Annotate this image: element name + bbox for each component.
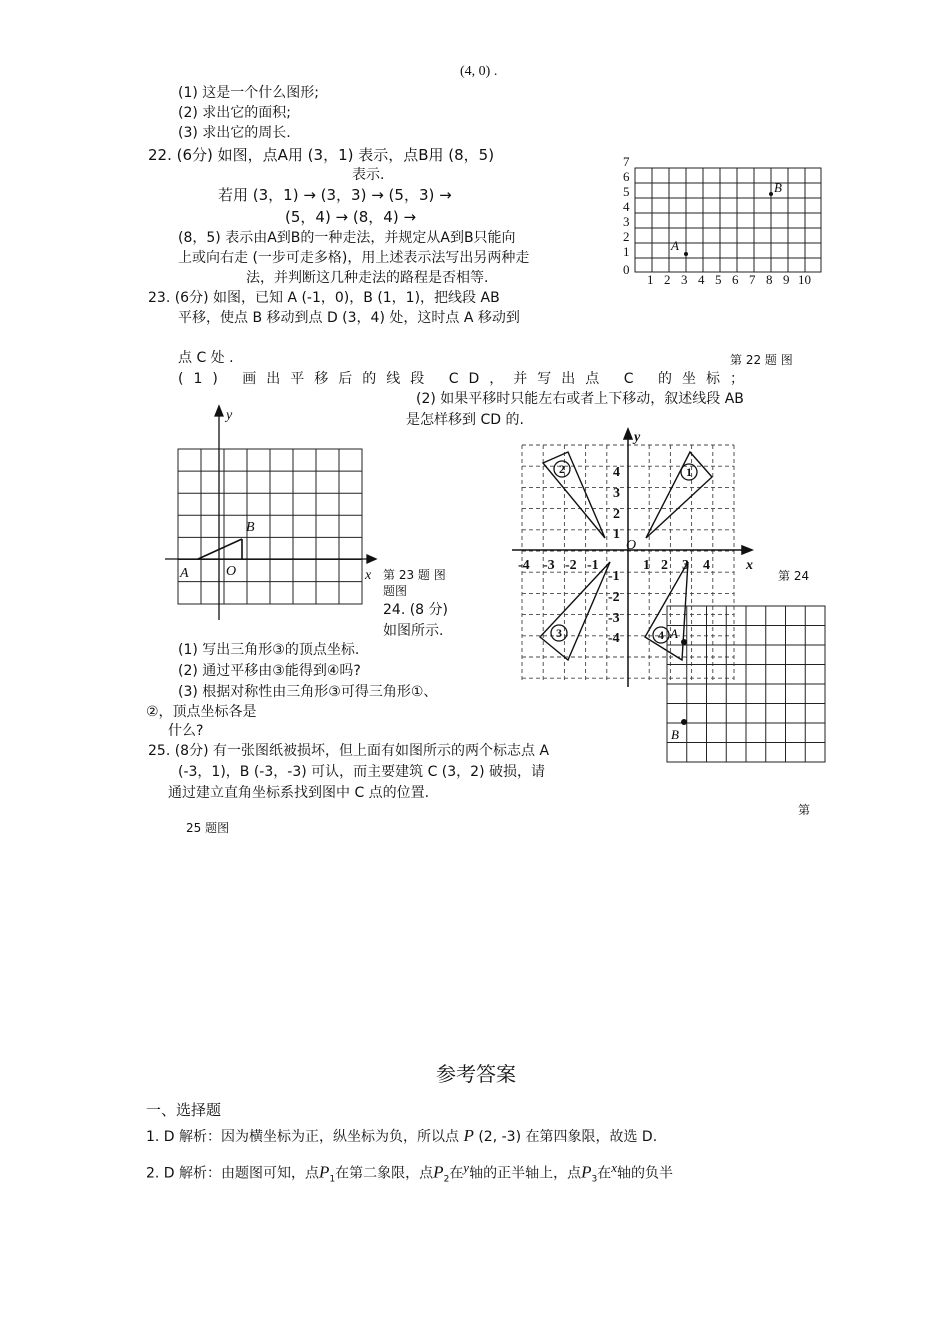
answer-2-p1: P: [319, 1162, 330, 1182]
answer-2-x: x: [611, 1160, 617, 1175]
q24-xtick-3: 3: [682, 558, 689, 573]
q22-label-b: B: [774, 180, 782, 195]
q23-line2: 平移，使点 B 移动到点 D (3，4) 处，这时点 A 移动到: [178, 310, 520, 326]
q22-xtick-1: 1: [647, 272, 654, 287]
answer-2: [146, 1158, 673, 1189]
q24-xtick-n1: -1: [587, 558, 599, 573]
q22-line2: 表示.: [352, 167, 385, 183]
q25-line2: (-3，1)，B (-3，-3) 可认，而主要建筑 C (3，2) 破损，请: [178, 764, 545, 780]
q22-ytick-6: 6: [623, 169, 630, 184]
answer-2-mid3: 轴的正半轴上，点: [469, 1165, 582, 1182]
q24-xtick-n3: -3: [543, 558, 555, 573]
q24-line2: 如图所示.: [383, 623, 444, 639]
q21-sub1: (1) 这是一个什么图形;: [178, 85, 319, 101]
q22-xtick-8: 8: [766, 272, 773, 287]
q22-caption: 第 22 题 图: [730, 353, 793, 367]
q24-ytick-n2: -2: [608, 590, 620, 605]
q23-caption-b: 题图: [383, 584, 408, 598]
q23-figure: [162, 402, 387, 624]
q24-triangle-2: [543, 452, 605, 538]
q24-xtick-n4: -4: [518, 558, 530, 573]
q23-line1: 23. (6分) 如图，已知 A (-1，0)，B (1，1)，把线段 AB: [148, 290, 500, 306]
q24-sub1: (1) 写出三角形③的顶点坐标.: [178, 642, 360, 658]
q21-sub2: (2) 求出它的面积;: [178, 105, 291, 121]
q22-figure: [615, 150, 830, 290]
q24-ytick-n1: -1: [608, 569, 620, 584]
answer-2-end: 轴的负半: [616, 1165, 673, 1182]
answer-2-p2: P: [433, 1162, 444, 1182]
q22-line6: 上或向右走 (一步可走多格)，用上述表示法写出另两种走: [178, 250, 530, 266]
answer-2-s1: 1: [329, 1174, 336, 1185]
q24-sub3c: 什么?: [168, 723, 204, 739]
answer-1-post: (2, -3) 在第四象限，故选 D.: [478, 1129, 658, 1145]
answers-title: 参考答案: [436, 1062, 516, 1086]
answer-2-p3: P: [581, 1162, 592, 1182]
q22-ytick-7: 7: [623, 154, 630, 169]
q24-xtick-4: 4: [703, 558, 710, 573]
q25-point-b: [681, 719, 687, 725]
q24-ytick-1: 1: [613, 527, 620, 542]
q23-label-y: y: [226, 408, 233, 423]
q22-xtick-10: 10: [798, 272, 811, 287]
q24-tri1-num: 1: [686, 465, 692, 479]
q21-tail: (4, 0) .: [460, 64, 498, 79]
q24-tri4-num: 4: [658, 628, 664, 642]
q22-xtick-2: 2: [664, 272, 671, 287]
answers-section: 一、选择题: [146, 1101, 222, 1119]
answer-2-pre: 2. D 解析：由题图可知，点: [146, 1165, 320, 1182]
q22-xtick-4: 4: [698, 272, 705, 287]
q22-label-a: A: [671, 238, 679, 253]
q22-xtick-5: 5: [715, 272, 722, 287]
q24-ytick-n3: -3: [608, 611, 620, 626]
q22-line3: 若用 (3，1) → (3，3) → (5，3) →: [218, 186, 452, 204]
q23-label-b: B: [246, 520, 255, 535]
q24-ytick-3: 3: [613, 486, 620, 501]
answer-2-mid2: 在: [449, 1165, 464, 1182]
q25-line1: 25. (8分) 有一张图纸被损坏，但上面有如图所示的两个标志点 A: [148, 743, 550, 759]
q23-sub2b: 是怎样移到 CD 的.: [406, 412, 524, 428]
q24-label-y: y: [634, 430, 641, 445]
q24-xtick-2: 2: [661, 558, 668, 573]
q25-figure: [665, 604, 830, 766]
q25-point-a: [681, 639, 687, 645]
q23-label-x: x: [365, 568, 372, 583]
q22-line4: (5，4) → (8，4) →: [285, 208, 417, 226]
q22-xtick-9: 9: [783, 272, 790, 287]
q23-caption-a: 第 23 题 图: [383, 568, 446, 582]
answer-1-pre: 1. D 解析：因为横坐标为正，纵坐标为负，所以点: [146, 1129, 460, 1145]
answer-2-s2: 2: [443, 1174, 450, 1185]
q24-xtick-n2: -2: [565, 558, 577, 573]
q23-label-a: A: [180, 566, 189, 581]
q22-line1: 22. (6分) 如图，点A用 (3，1) 表示，点B用 (8，5): [148, 146, 495, 164]
q22-point-b: [769, 192, 773, 196]
q24-ytick-4: 4: [613, 465, 620, 480]
answer-2-s3: 3: [591, 1174, 598, 1185]
answer-1: [146, 1126, 657, 1147]
q24-sub2: (2) 通过平移由③能得到④吗?: [178, 663, 361, 679]
q21-sub3: (3) 求出它的周长.: [178, 125, 291, 141]
q24-tri3-num: 3: [556, 626, 562, 640]
answer-1-p: P: [463, 1126, 474, 1145]
q24-tri2-num: 2: [559, 462, 565, 476]
q23-sub2a: (2) 如果平移时只能左右或者上下移动，叙述线段 AB: [416, 391, 744, 407]
q23-label-o: O: [226, 564, 237, 579]
q24-xtick-1: 1: [643, 558, 650, 573]
q22-xtick-6: 6: [732, 272, 739, 287]
q22-ytick-4: 4: [623, 199, 630, 214]
q24-line1: 24. (8 分): [383, 602, 448, 618]
q25-label-b: B: [671, 727, 679, 742]
q22-ytick-3: 3: [623, 214, 630, 229]
q24-label-o: O: [626, 538, 637, 553]
q22-ytick-5: 5: [623, 184, 630, 199]
q22-ytick-1: 1: [623, 244, 630, 259]
q23-line3: 点 C 处 .: [178, 350, 234, 366]
q25-caption-b: 25 题图: [186, 821, 230, 835]
q24-caption: 第 24: [778, 569, 810, 583]
q24-sub3b: ②，顶点坐标各是: [146, 704, 257, 720]
q24-sub3: (3) 根据对称性由三角形③可得三角形①、: [178, 684, 438, 700]
q24-triangle-1: [646, 452, 712, 538]
q22-line7: 法，并判断这几种走法的路程是否相等.: [246, 270, 489, 286]
q24-triangle-3: [540, 562, 610, 660]
q25-label-a: A: [670, 626, 678, 641]
q22-line5: (8，5) 表示由A到B的一种走法，并规定从A到B只能向: [178, 230, 516, 246]
q25-caption-a: 第: [798, 803, 811, 817]
answer-2-mid4: 在: [597, 1165, 612, 1182]
q22-ytick-2: 2: [623, 229, 630, 244]
q22-point-a: [684, 252, 688, 256]
q24-label-x: x: [746, 558, 753, 573]
q22-xtick-3: 3: [681, 272, 688, 287]
q22-xtick-7: 7: [749, 272, 756, 287]
q25-line3: 通过建立直角坐标系找到图中 C 点的位置.: [168, 785, 430, 801]
answer-2-y: y: [463, 1160, 470, 1175]
q22-ytick-0: 0: [623, 262, 630, 277]
q24-ytick-n4: -4: [608, 631, 620, 646]
q24-ytick-2: 2: [613, 507, 620, 522]
q23-sub1: (1) 画出平移后的线段 CD，并写出点 C 的坐标；: [178, 371, 754, 387]
answer-2-mid1: 在第二象限，点: [335, 1165, 434, 1182]
